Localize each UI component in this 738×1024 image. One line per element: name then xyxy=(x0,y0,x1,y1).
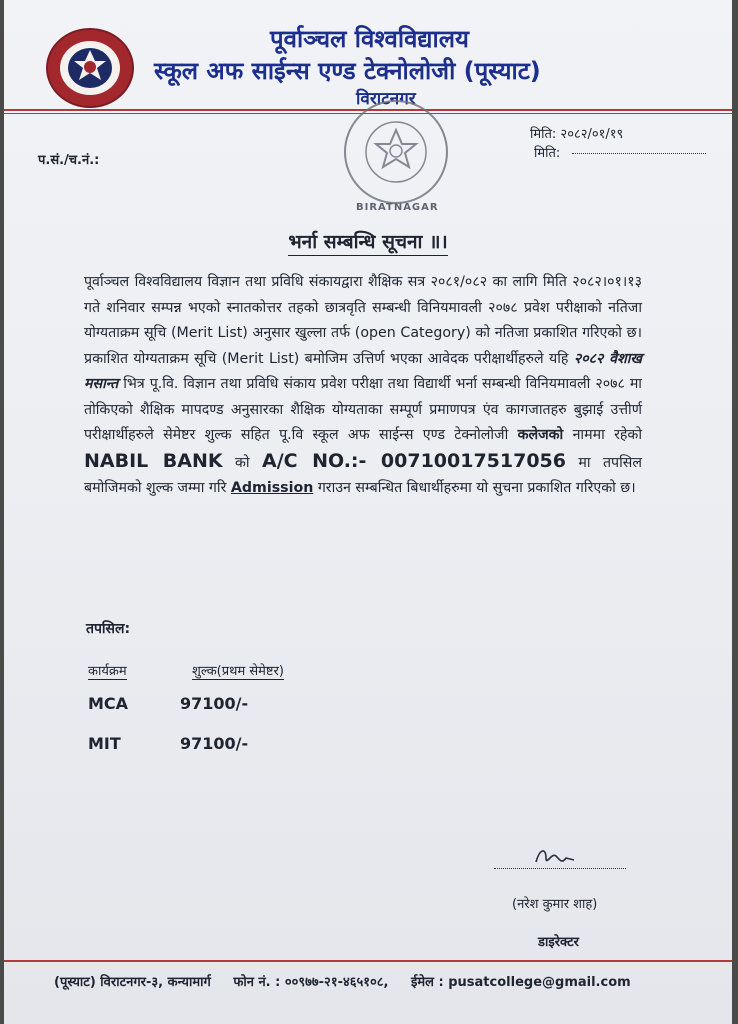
university-logo xyxy=(46,28,134,108)
footer-address: (पूस्याट) विराटनगर-३, कन्यामार्ग xyxy=(54,975,211,990)
notice-body-part-5: मा तपसिल बमोजिमको शुल्क जम्मा गरि xyxy=(84,454,642,496)
office-seal xyxy=(344,100,448,204)
school-name: स्कूल अफ साईन्स एण्ड टेक्नोलोजी (पूस्याट) xyxy=(154,57,541,85)
signatory-name: (नरेश कुमार शाह) xyxy=(512,897,598,912)
university-name: पूर्वाञ्चल विश्वविद्यालय xyxy=(270,25,469,53)
signature-scribble-icon xyxy=(532,844,578,870)
notice-title xyxy=(4,228,732,254)
program-mit: MIT xyxy=(88,734,121,753)
notice-document xyxy=(4,0,732,1024)
notice-body-part-4: को xyxy=(235,454,250,471)
date-blank-line xyxy=(572,153,706,154)
university-emblem-icon xyxy=(48,30,132,106)
column-header-program: कार्यक्रम xyxy=(88,661,127,680)
notice-body-part-2: भित्र पू.वि. विज्ञान तथा प्रविधि संकाय प्रवेश परीक्षा तथा विद्यार्थी भर्ना सम्बन्धी विनियमावली २०७८ मा तोकिएको शैक्षिक मापदण्ड अनुसारका शैक्षिक योग्यताका सम्पूर्ण प्रमाणपत्र एंव कागजातहरु बुझाई उत्तीर्ण परीक्षार्थीहरुले सेमेष्टर शुल्क सहित पू.वि स्कूल अफ साईन्स एण्ड टेक्नोलोजी xyxy=(84,376,642,443)
admission-word: Admission xyxy=(230,480,314,496)
notice-body-part-3: नाममा रहेको xyxy=(572,427,642,443)
deadline-text: २०८२ वैशाख मसान्त xyxy=(84,350,642,392)
date-line-1: मिति: २०८२/०१/१९ xyxy=(530,127,624,142)
fee-mca: 97100/- xyxy=(180,694,249,713)
fee-mit: 97100/- xyxy=(180,734,249,753)
footer-email: ईमेल : pusatcollege@gmail.com xyxy=(411,975,631,990)
account-number: A/C NO.:- 00710017517056 xyxy=(261,449,566,472)
notice-body-part-1: पूर्वाञ्चल विश्वविद्यालय विज्ञान तथा प्रविधि संकायद्वारा शैक्षिक सत्र २०८१/०८२ का लागि मिति २०८२।०१।१३ गते शनिवार सम्पन्न भएको स्नातकोत्तर तहको छात्रवृति सम्बन्धी विनियमावली २०७८ प्रवेश परीक्षाको नतिजा योग्यताक्रम सूचि (Merit List) अनुसार खुल्ला तर्फ (open Category) को नतिजा प्रकाशित गरिएको छ। प्रकाशित योग्यताक्रम सूचि (Merit List) बमोजिम उत्तिर्ण भएका आवेदक परीक्षार्थीहरुले यहि xyxy=(84,274,642,367)
program-mca: MCA xyxy=(88,694,129,713)
city-name: विराटनगर xyxy=(356,89,416,109)
notice-body xyxy=(84,270,642,502)
seal-star-icon xyxy=(346,102,446,202)
date-line-2: मिति: xyxy=(534,146,561,161)
bank-name: NABIL BANK xyxy=(84,449,223,472)
seal-caption: BIRATNAGAR xyxy=(356,202,439,213)
signature-line xyxy=(494,868,626,869)
signatory-title: डाइरेक्टर xyxy=(538,935,579,950)
footer-contact xyxy=(54,972,649,990)
college-word: कलेजको xyxy=(517,427,564,443)
footer-phone: फोन नं. : ००९७७-२१-४६५१०८, xyxy=(233,975,389,990)
details-label: तपसिल: xyxy=(86,621,131,637)
notice-body-part-6: गराउन सम्बन्धित बिधार्थीहरुमा यो सुचना प्रकाशित गरिएको छ। xyxy=(317,480,636,496)
notice-title-text: भर्ना सम्बन्धि सूचना ॥। xyxy=(288,231,447,256)
reference-number-label: प.सं./च.नं.: xyxy=(38,153,100,168)
column-header-fee: शुल्क(प्रथम सेमेष्टर) xyxy=(192,661,284,680)
footer-divider xyxy=(4,960,732,962)
